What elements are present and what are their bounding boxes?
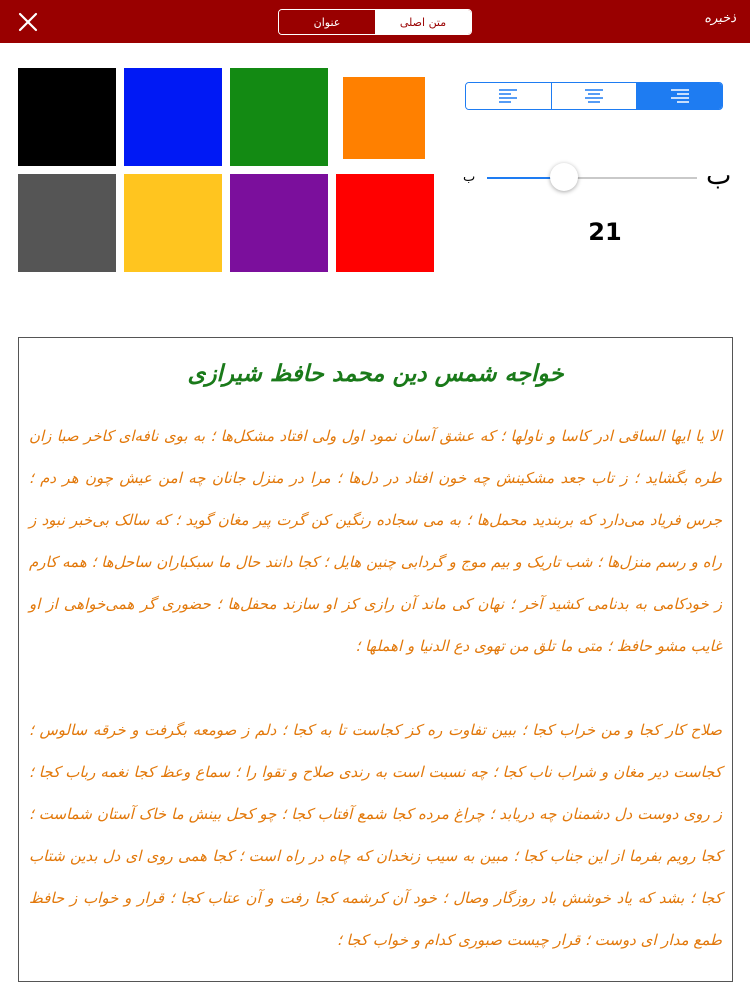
font-size-slider-thumb[interactable]: [550, 163, 578, 191]
content-type-segmented-control: [278, 9, 472, 35]
color-swatch-gray[interactable]: [18, 174, 116, 272]
tab-title[interactable]: عنوان: [279, 10, 375, 34]
color-swatch-red[interactable]: [336, 174, 434, 272]
font-size-max-label: ب: [706, 160, 732, 191]
top-bar: [0, 0, 750, 43]
poem-paragraph: صلاح کار کجا و من خراب کجا ؛ ببین تفاوت ره کز کجاست تا به کجا ؛ دلم ز صومعه بگرفت و خرقه سالوس ؛ کجاست دیر مغان و شراب ناب کجا ؛ چه نسبت است به رندی صلاح و تقوا را ؛ سماع وعظ کجا نغمه رباب کجا ؛ ز روی دوست دل دشمنان چه دریابد ؛ چراغ مرده کجا شمع آفتاب کجا ؛ چو کحل بینش ما خاک آستان شماست ؛ کجا رویم بفرما از این جناب کجا ؛ مبین به سیب زنخدان که چاه در راه است ؛ کجا همی روی ای دل بدین شتاب کجا ؛ بشد که یاد خوشش باد روزگار وصال ؛ خود آن کرشمه کجا رفت و آن عتاب کجا ؛ قرار و خواب ز حافظ طمع مدار ای دوست ؛ قرار چیست صبوری کدام و خواب کجا ؛: [29, 721, 722, 949]
save-button[interactable]: ذخیره: [704, 11, 736, 26]
align-right-button[interactable]: [636, 83, 722, 109]
font-size-min-label: ب: [463, 170, 476, 185]
poem-paragraph: الا یا ایها الساقی ادر کاسا و ناولها ؛ که عشق آسان نمود اول ولی افتاد مشکل‌ها ؛ به بوی نافه‌ای کاخر صبا زان طره بگشاید ؛ ز تاب جعد مشکینش چه خون افتاد در دل‌ها ؛ مرا در منزل جانان چه امن عیش چون هر دم ؛ جرس فریاد می‌دارد که بربندید محمل‌ها ؛ به می سجاده رنگین کن گرت پیر مغان گوید ؛ که سالک بی‌خبر نبود ز راه و رسم منزل‌ها ؛ شب تاریک و بیم موج و گردابی چنین هایل ؛ کجا دانند حال ما سبکباران ساحل‌ها ؛ همه کارم ز خودکامی به بدنامی کشید آخر ؛ نهان کی ماند آن رازی کز او سازند محفل‌ها ؛ حضوری گر همی‌خواهی از او غایب مشو حافظ ؛ متی ما تلق من تهوی دع الدنیا و اهملها ؛: [29, 427, 722, 655]
color-swatch-black[interactable]: [18, 68, 116, 166]
color-swatch-yellow[interactable]: [124, 174, 222, 272]
text-alignment-control: [465, 82, 723, 110]
color-swatch-purple[interactable]: [230, 174, 328, 272]
align-center-icon: [583, 88, 605, 104]
font-size-value: 21: [588, 218, 622, 246]
poem-preview: [18, 337, 733, 982]
color-swatch-green[interactable]: [230, 68, 328, 166]
align-left-icon: [497, 88, 519, 104]
align-left-button[interactable]: [466, 83, 551, 109]
poem-title: خواجه شمس دین محمد حافظ شیرازی: [187, 360, 564, 387]
align-center-button[interactable]: [551, 83, 637, 109]
color-swatch-blue[interactable]: [124, 68, 222, 166]
align-right-icon: [669, 88, 691, 104]
font-size-slider[interactable]: [487, 177, 697, 179]
close-icon: [14, 8, 42, 36]
tab-main-text[interactable]: متن اصلی: [375, 10, 471, 34]
close-button[interactable]: [14, 8, 42, 36]
color-swatch-orange[interactable]: [343, 77, 425, 159]
